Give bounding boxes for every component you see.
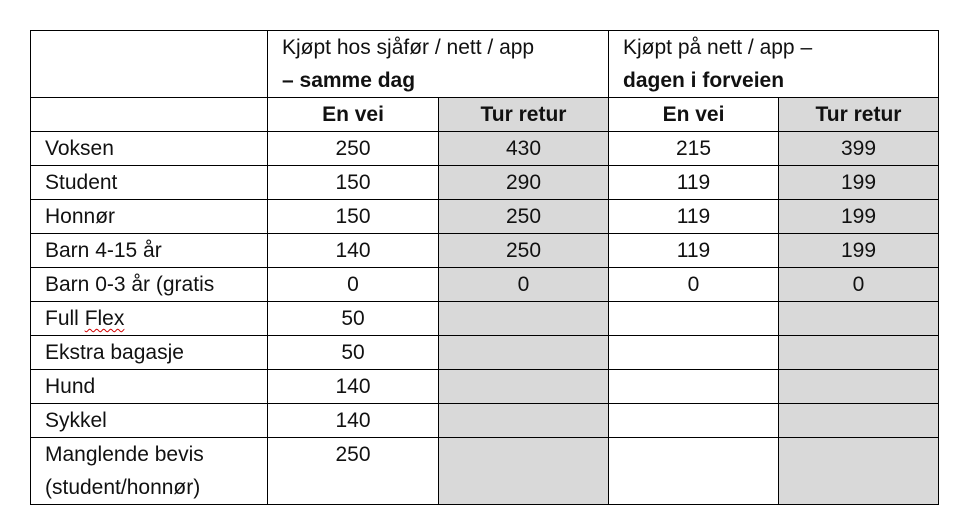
price-cell: 399 — [779, 132, 939, 166]
sub-header-one-way-day-before: En vei — [609, 98, 779, 132]
sub-header-round-trip-same-day: Tur retur — [439, 98, 609, 132]
table-row — [31, 166, 939, 200]
price-cell: 50 — [268, 336, 439, 370]
group-header-day-before-line1: Kjøpt på nett / app – — [623, 36, 813, 59]
price-cell: 199 — [779, 234, 939, 268]
price-cell: 140 — [268, 370, 439, 404]
row-label: Sykkel — [31, 404, 268, 438]
price-cell — [609, 438, 779, 505]
price-cell: 290 — [439, 166, 609, 200]
price-cell — [779, 370, 939, 404]
price-cell — [609, 302, 779, 336]
price-cell: 199 — [779, 200, 939, 234]
price-cell: 250 — [439, 234, 609, 268]
row-label-line2: (student/honnør) — [45, 476, 201, 499]
table-row — [31, 370, 939, 404]
price-cell — [779, 302, 939, 336]
price-cell — [439, 302, 609, 336]
row-label: Voksen — [31, 132, 268, 166]
price-cell — [439, 404, 609, 438]
price-cell: 140 — [268, 404, 439, 438]
row-label: Honnør — [31, 200, 268, 234]
price-cell: 0 — [609, 268, 779, 302]
price-cell: 119 — [609, 234, 779, 268]
price-cell — [609, 336, 779, 370]
group-header-day-before-line2: dagen i forveien — [623, 69, 785, 92]
spellcheck-flagged-word: Flex — [84, 307, 125, 330]
row-label-prefix: Full — [45, 307, 85, 330]
row-label: Barn 0-3 år (gratis — [31, 268, 268, 302]
corner-cell — [31, 31, 268, 98]
price-cell: 150 — [268, 200, 439, 234]
row-label — [31, 302, 268, 336]
row-label — [31, 438, 268, 505]
sub-header-round-trip-day-before: Tur retur — [779, 98, 939, 132]
price-cell: 140 — [268, 234, 439, 268]
table-row — [31, 234, 939, 268]
sub-header-row — [31, 98, 939, 132]
price-cell — [439, 370, 609, 404]
price-cell: 119 — [609, 200, 779, 234]
price-cell — [779, 404, 939, 438]
row-label: Hund — [31, 370, 268, 404]
ticket-price-table — [30, 30, 939, 505]
row-label: Student — [31, 166, 268, 200]
table-row — [31, 404, 939, 438]
price-cell — [439, 336, 609, 370]
group-header-day-before — [609, 31, 939, 98]
price-cell: 119 — [609, 166, 779, 200]
table-row — [31, 132, 939, 166]
group-header-same-day-line2: – samme dag — [282, 69, 416, 92]
table-row — [31, 200, 939, 234]
group-header-row — [31, 31, 939, 98]
row-label: Ekstra bagasje — [31, 336, 268, 370]
price-cell: 0 — [439, 268, 609, 302]
price-cell: 215 — [609, 132, 779, 166]
table-row — [31, 302, 939, 336]
row-label: Barn 4-15 år — [31, 234, 268, 268]
price-cell — [779, 336, 939, 370]
price-cell: 250 — [439, 200, 609, 234]
sub-header-one-way-same-day: En vei — [268, 98, 439, 132]
group-header-same-day-line1: Kjøpt hos sjåfør / nett / app — [282, 36, 535, 59]
price-cell: 430 — [439, 132, 609, 166]
price-cell: 0 — [268, 268, 439, 302]
price-cell — [439, 438, 609, 505]
price-cell: 150 — [268, 166, 439, 200]
price-cell: 250 — [268, 438, 439, 505]
table-row — [31, 268, 939, 302]
price-cell — [609, 370, 779, 404]
row-label-line1: Manglende bevis — [45, 443, 204, 466]
sub-header-blank-cell — [31, 98, 268, 132]
table-row — [31, 438, 939, 505]
price-cell: 250 — [268, 132, 439, 166]
price-cell: 50 — [268, 302, 439, 336]
group-header-same-day — [268, 31, 609, 98]
table-row — [31, 336, 939, 370]
price-cell — [779, 438, 939, 505]
price-cell: 199 — [779, 166, 939, 200]
price-cell — [609, 404, 779, 438]
price-cell: 0 — [779, 268, 939, 302]
